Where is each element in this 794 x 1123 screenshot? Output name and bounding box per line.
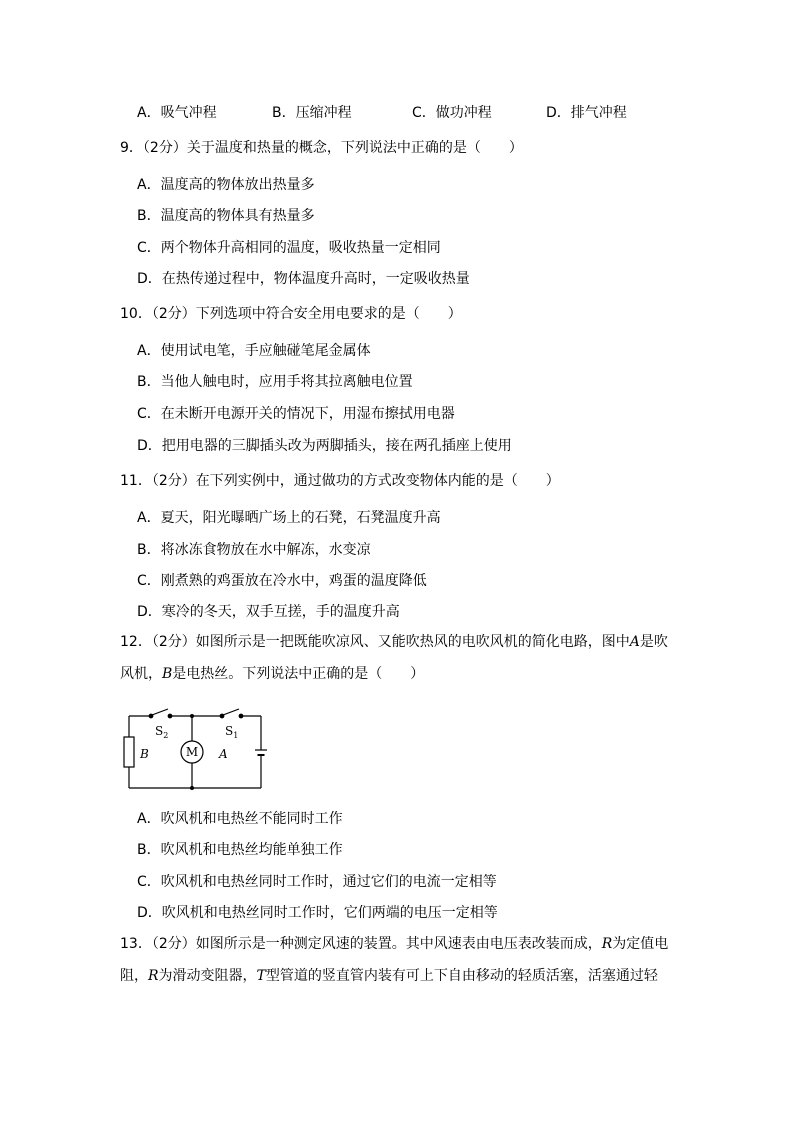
q13-var-r: R <box>601 936 613 952</box>
switch-s2-blade <box>152 709 168 715</box>
q9-option-a: A．温度高的物体放出热量多 <box>137 177 315 193</box>
q10-option-c: C．在未断开电源开关的情况下，用湿布擦拭用电器 <box>137 406 455 422</box>
q9-option-d: D．在热传递过程中，物体温度升高时，一定吸收热量 <box>137 271 470 287</box>
q11-stem: 11．（2分）在下列实例中，通过做功的方式改变物体内能的是（ ） <box>120 473 560 489</box>
q13-stem: 13．（2分）如图所示是一种测定风速的装置。其中风速表由电压表改装而成，R为定值电阻，R为滑动变阻器，T型管道的竖直管内装有可上下自由移动的轻质活塞，活塞通过轻 <box>120 936 669 984</box>
q12-stem: 12．（2分）如图所示是一把既能吹凉风、又能吹热风的电吹风机的简化电路，图中A是吹风机，B是电热丝。下列说法中正确的是（ ） <box>120 634 668 682</box>
q12-option-d: D．吹风机和电热丝同时工作时，它们两端的电压一定相等 <box>137 905 498 921</box>
q12-circuit-diagram <box>122 706 272 802</box>
q11-option-d: D．寒冷的冬天，双手互搓，手的温度升高 <box>137 604 400 620</box>
q12-var-a: A <box>629 634 640 650</box>
label-b: B <box>140 747 149 761</box>
q11-option-a: A．夏天，阳光曝晒广场上的石凳，石凳温度升高 <box>137 510 441 526</box>
q11-option-b: B．将冰冻食物放在水中解冻，水变凉 <box>137 542 371 558</box>
q9-option-c: C．两个物体升高相同的温度，吸收热量一定相同 <box>137 240 441 256</box>
q12-option-c: C．吹风机和电热丝同时工作时，通过它们的电流一定相等 <box>137 874 497 890</box>
switch-s1-blade <box>223 709 239 715</box>
q10-option-a: A．使用试电笔，手应触碰笔尾金属体 <box>137 343 371 359</box>
q9-option-b: B．温度高的物体具有热量多 <box>137 208 315 224</box>
label-a: A <box>219 747 228 761</box>
q13-var-t: T <box>256 968 266 984</box>
label-s2: $S_2$ <box>155 724 169 740</box>
q10-option-b: B．当他人触电时，应用手将其拉离触电位置 <box>137 374 413 390</box>
q8-option-d: D．排气冲程 <box>546 105 627 121</box>
label-motor: M <box>185 745 199 759</box>
q9-stem: 9．（2分）关于温度和热量的概念，下列说法中正确的是（ ） <box>120 140 523 156</box>
q8-option-a: A．吸气冲程 <box>137 105 217 121</box>
q12-option-a: A．吹风机和电热丝不能同时工作 <box>137 811 343 827</box>
label-s1: $S_1$ <box>225 724 239 740</box>
q11-option-c: C．刚煮熟的鸡蛋放在冷水中，鸡蛋的温度降低 <box>137 573 427 589</box>
q10-option-d: D．把用电器的三脚插头改为两脚插头，接在两孔插座上使用 <box>137 438 512 454</box>
q10-stem: 10．（2分）下列选项中符合安全用电要求的是（ ） <box>120 306 462 322</box>
q8-option-c: C．做功冲程 <box>412 105 492 121</box>
q13-var-r1: R <box>148 968 159 984</box>
q12-var-b: B <box>162 666 173 682</box>
q12-option-b: B．吹风机和电热丝均能单独工作 <box>137 842 343 858</box>
q8-option-b: B．压缩冲程 <box>272 105 352 121</box>
resistor-b <box>124 737 134 767</box>
